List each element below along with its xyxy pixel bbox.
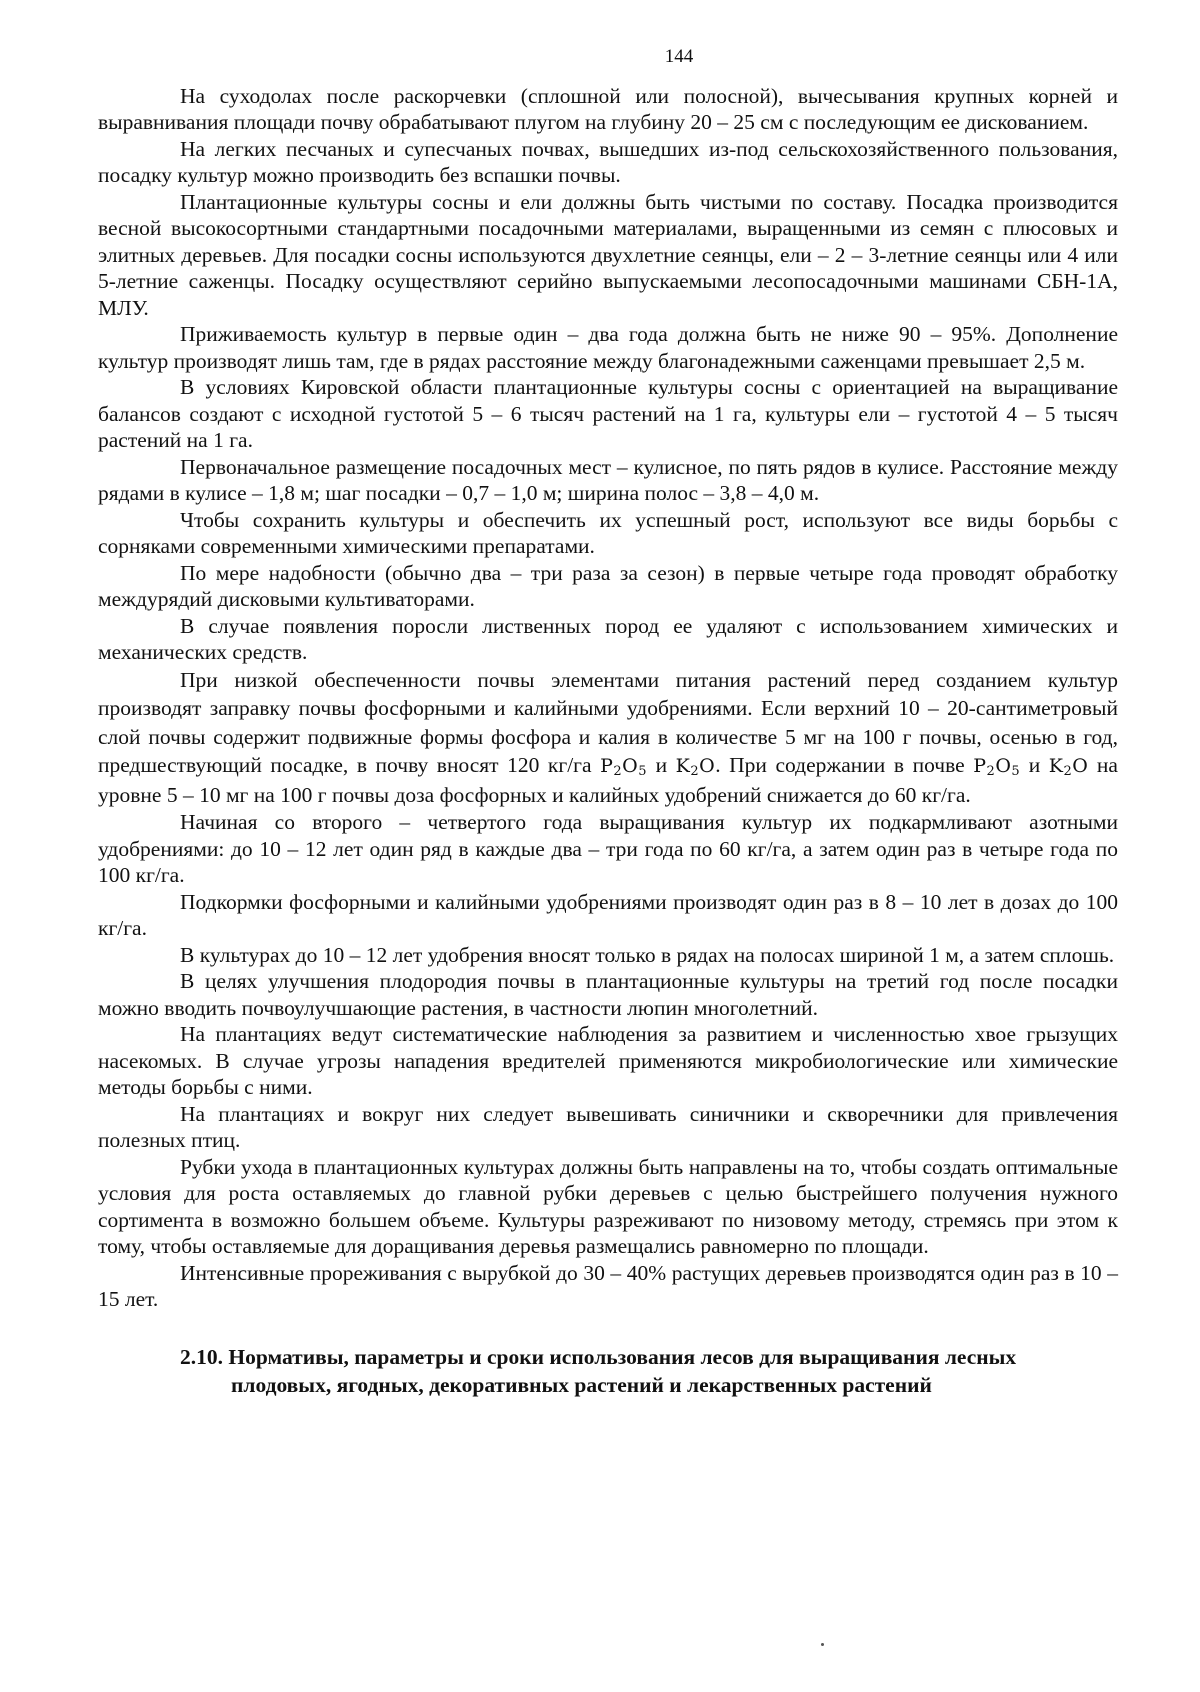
section-heading-line-1: 2.10. Нормативы, параметры и сроки использования лесов для выращивания лесных bbox=[180, 1344, 1017, 1369]
paragraph: В случае появления поросли лиственных пород ее удаляют с использованием химических и механических средств. bbox=[98, 613, 1118, 664]
paragraph: Интенсивные прореживания с вырубкой до 30 – 40% растущих деревьев производятся один раз в 10 – 15 лет. bbox=[98, 1260, 1118, 1311]
formula-p2o5: $P_2O_5$ bbox=[600, 755, 648, 779]
paragraph: На суходолах после раскорчевки (сплошной или полосной), вычесывания крупных корней и выравнивания площади почву обрабатывают плугом на глубину 20 – 25 см с последующим ее дискованием. bbox=[98, 83, 1118, 134]
fertilizer-paragraph bbox=[98, 666, 1118, 810]
formula-k2o: $K_2O$ bbox=[675, 755, 716, 779]
paragraph: По мере надобности (обычно два – три раза за сезон) в первые четыре года проводят обработку междурядий дисковыми культиваторами. bbox=[98, 560, 1118, 611]
scan-speck bbox=[821, 1643, 824, 1646]
paragraph: В условиях Кировской области плантационные культуры сосны с ориентацией на выращивание балансов создают с исходной густотой 5 – 6 тысяч растений на 1 га, культуры ели – густотой 4 – 5 тысяч растений на 1 га. bbox=[98, 375, 1118, 452]
paragraph: В культурах до 10 – 12 лет удобрения вносят только в рядах на полосах шириной 1 м, а затем сплошь. bbox=[180, 942, 1115, 967]
paragraph: Первоначальное размещение посадочных мест – кулисное, по пять рядов в кулисе. Расстояние между рядами в кулисе – 1,8 м; шаг посадки – 0,7 – 1,0 м; ширина полос – 3,8 – 4,0 м. bbox=[98, 454, 1118, 505]
paragraph: На плантациях и вокруг них следует вывешивать синичники и скворечники для привлечения полезных птиц. bbox=[98, 1101, 1118, 1152]
paragraph: В целях улучшения плодородия почвы в плантационные культуры на третий год после посадки можно вводить почвоулучшающие растения, в частности люпин многолетний. bbox=[98, 969, 1118, 1020]
formula-p2o5: $P_2O_5$ bbox=[973, 755, 1021, 779]
conjunction: и bbox=[647, 753, 676, 777]
paragraph: Плантационные культуры сосны и ели должны быть чистыми по составу. Посадка производится весной высокосортными стандартными посадочными материалами, выращенными из семян с плюсовых и элитных деревьев. Для посадки сосны используются двухлетние сеянцы, ели – 2 – 3-летние сеянцы или 4 или 5-летние саженцы. Посадку осуществляют серийно выпускаемыми лесопосадочными машинами СБН-1А, МЛУ. bbox=[98, 189, 1118, 320]
paragraph: Подкормки фосфорными и калийными удобрениями производят один раз в 8 – 10 лет в дозах до 100 кг/га. bbox=[98, 889, 1118, 940]
section-heading bbox=[180, 1343, 1118, 1399]
fertilizer-text-3: на уровне 5 – 10 мг на 100 г почвы доза фосфорных и калийных удобрений снижается до 60 кг/га. bbox=[98, 753, 1118, 807]
fertilizer-text-2: . При содержании в почве bbox=[715, 753, 974, 777]
paragraph: На легких песчаных и супесчаных почвах, вышедших из-под сельскохозяйственного пользования, посадку культур можно производить без вспашки почвы. bbox=[98, 136, 1118, 187]
paragraph: Приживаемость культур в первые один – два года должна быть не ниже 90 – 95%. Дополнение культур производят лишь там, где в рядах расстояние между благонадежными саженцами превышает 2,5 м. bbox=[98, 322, 1118, 373]
fertilizer-text-1: При низкой обеспеченности почвы элементами питания растений перед созданием культур производят заправку почвы фосфорными и калийными удобрениями. Если верхний 10 – 20-сантиметровый слой почвы содержит подвижные формы фосфора и калия в количестве 5 мг на 100 г почвы, осенью в год, предшествующий посадке, в почву вносят 120 кг/га bbox=[98, 667, 1118, 777]
section-heading-line-2: плодовых, ягодных, декоративных растений и лекарственных растений bbox=[231, 1372, 932, 1397]
paragraph: На плантациях ведут систематические наблюдения за развитием и численностью хвое грызущих насекомых. В случае угрозы нападения вредителей применяются микробиологические или химические методы борьбы с ними. bbox=[98, 1022, 1118, 1099]
paragraph: Чтобы сохранить культуры и обеспечить их успешный рост, используют все виды борьбы с сорняками современными химическими препаратами. bbox=[98, 507, 1118, 558]
paragraph: Начиная со второго – четвертого года выращивания культур их подкармливают азотными удобрениями: до 10 – 12 лет один ряд в каждые два – три года по 60 кг/га, а затем один раз в четыре года по 100 кг/га. bbox=[98, 810, 1118, 887]
formula-k2o: $K_2O$ bbox=[1048, 755, 1089, 779]
page-number: 144 bbox=[664, 46, 694, 67]
conjunction: и bbox=[1020, 753, 1049, 777]
paragraph: Рубки ухода в плантационных культурах должны быть направлены на то, чтобы создать оптимальные условия для роста оставляемых до главной рубки деревьев с целью быстрейшего получения нужного сортимента в возможно большем объеме. Культуры разреживают по низовому методу, стремясь при этом к тому, чтобы оставляемые для доращивания деревья размещались равномерно по площади. bbox=[98, 1154, 1118, 1258]
